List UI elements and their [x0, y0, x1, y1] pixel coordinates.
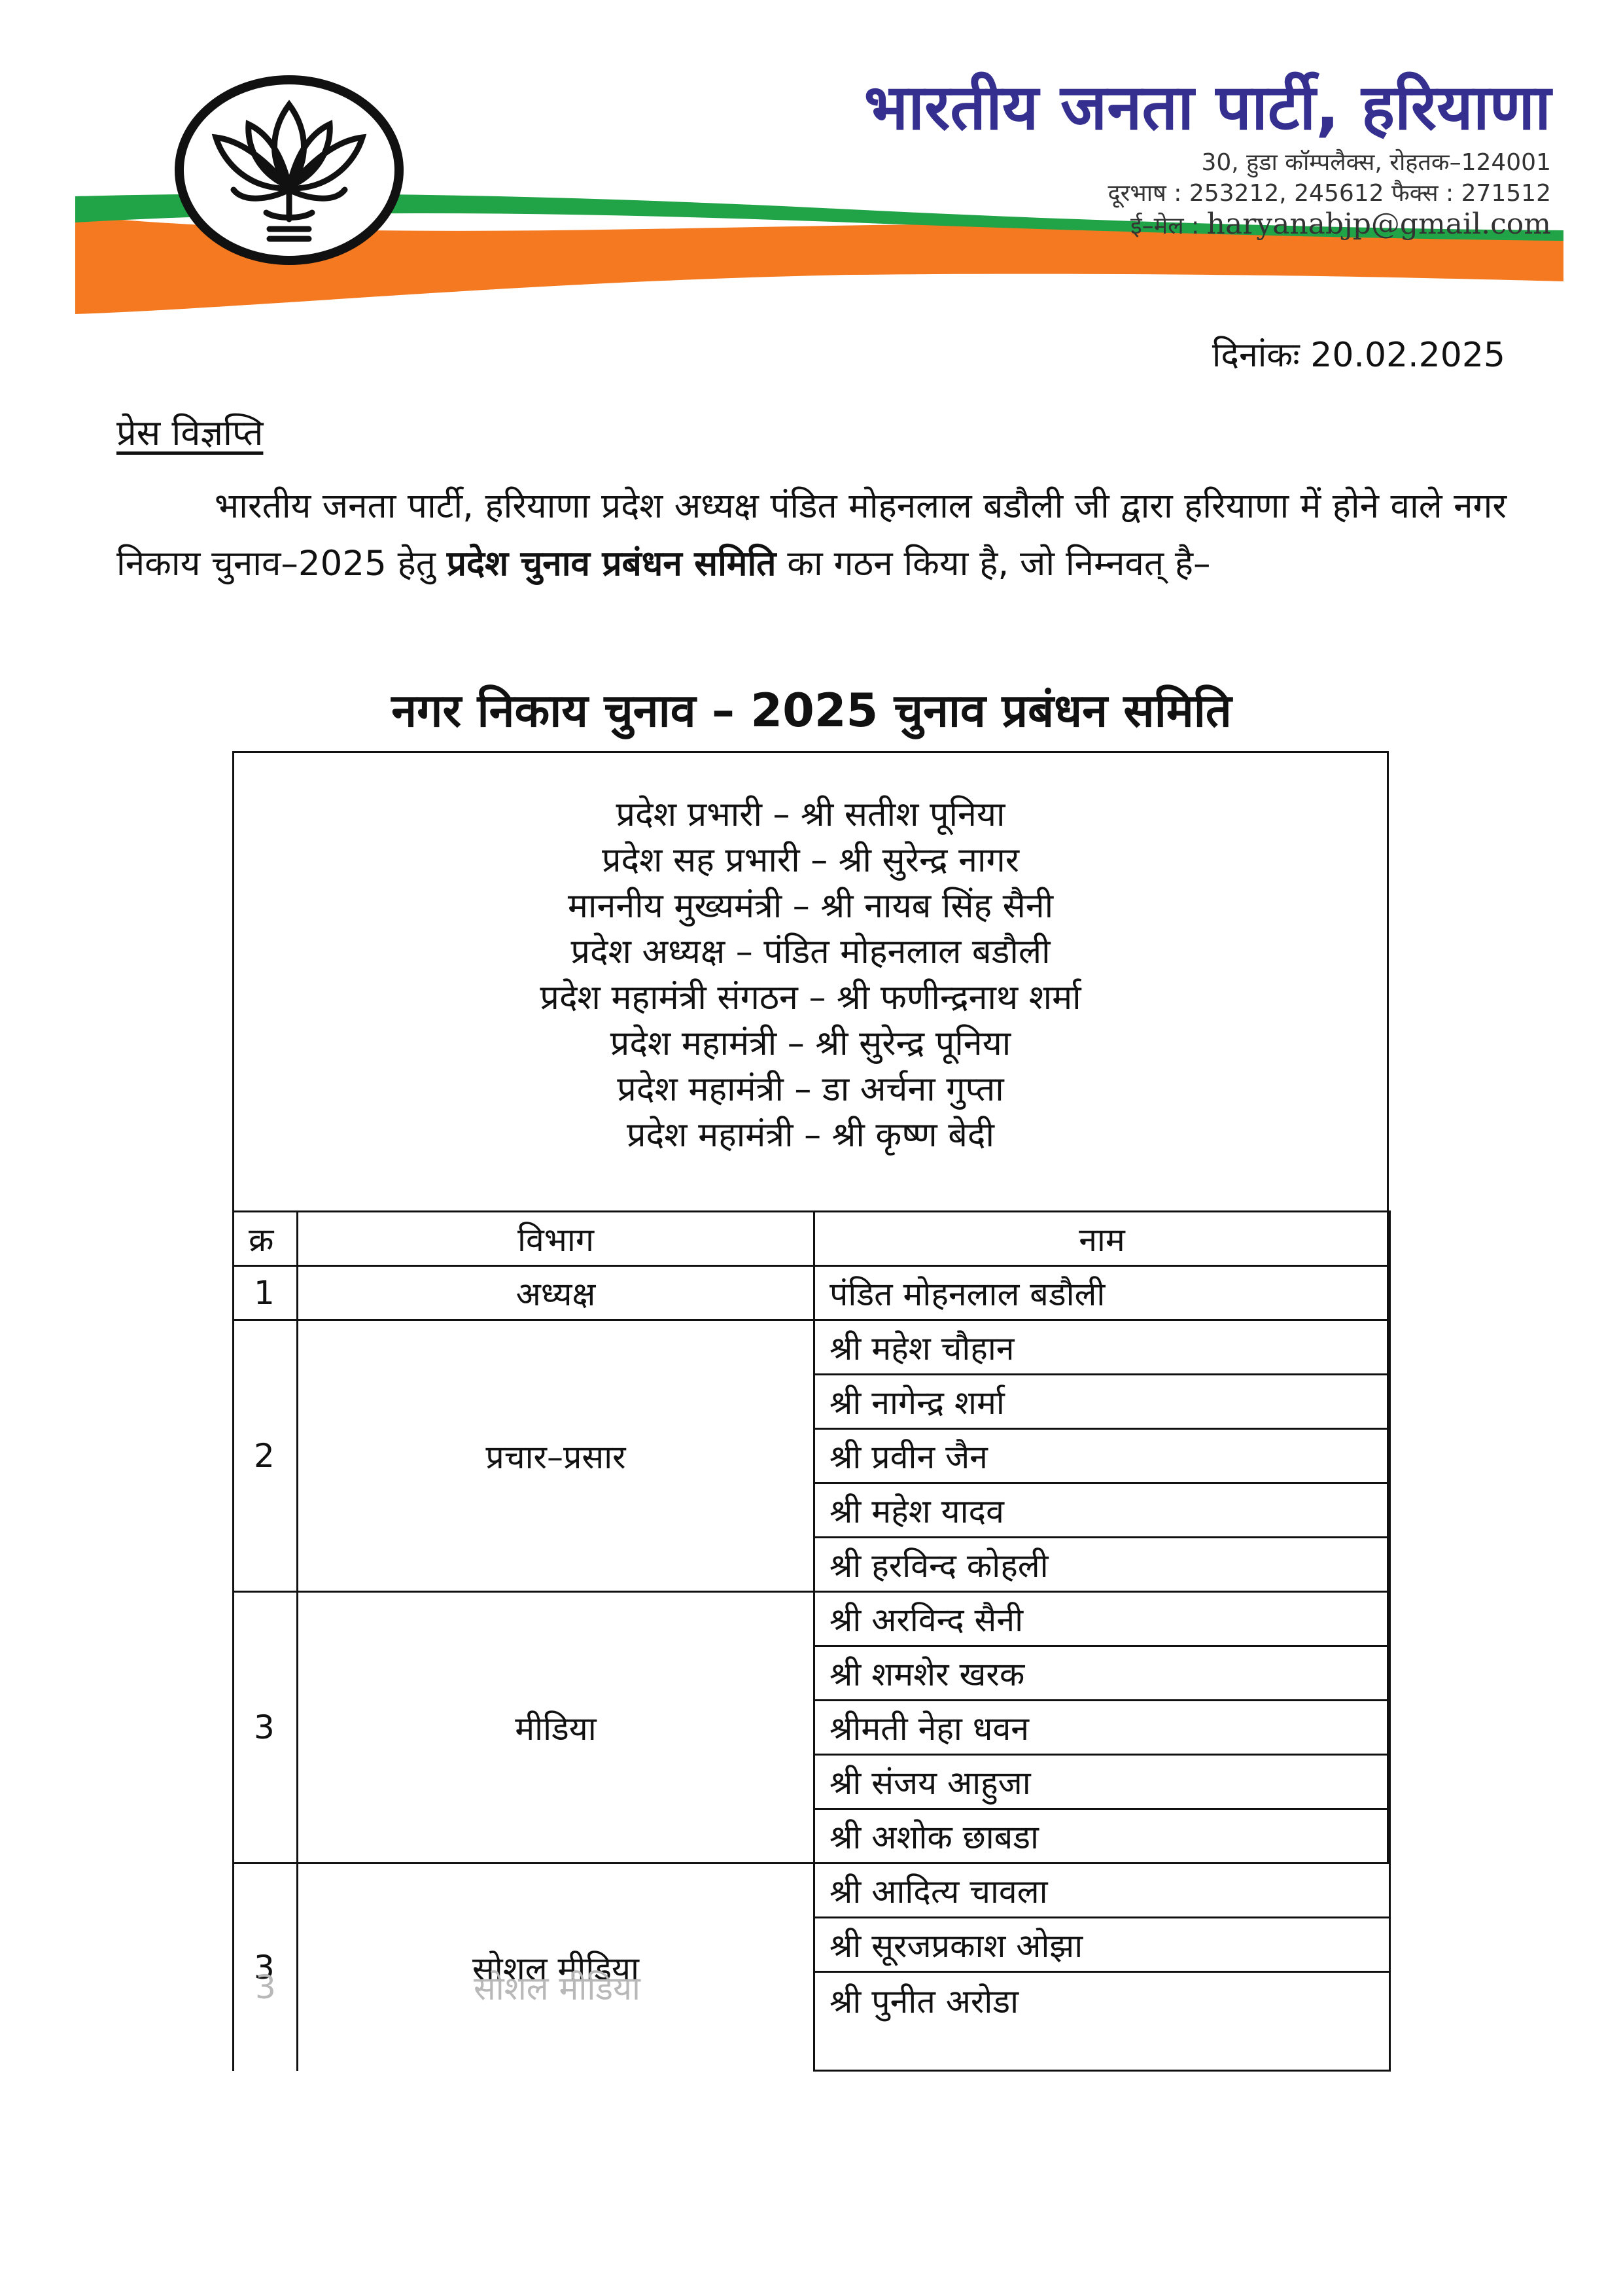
email-value: haryanabjp@gmail.com	[1206, 207, 1551, 241]
body-text-before: भारतीय जनता पार्टी, हरियाणा प्रदेश अध्यक्ष पंडित मोहनलाल बडौली जी द्वारा हरियाणा में होने वाले नगर निकाय चुनाव–2025 हेतु	[116, 486, 1507, 584]
date-value: 20.02.2025	[1310, 336, 1505, 375]
table-header-row	[234, 1212, 1390, 1266]
party-name: भारतीय जनता पार्टी, हरियाणा	[864, 71, 1551, 144]
table-row	[234, 1320, 1390, 1375]
row-dept: अध्यक्ष	[298, 1266, 814, 1320]
leader-line: माननीय मुख्यमंत्री – श्री नायब सिंह सैनी	[567, 887, 1054, 926]
date-line	[1212, 330, 1505, 377]
row-name: श्री महेश यादव	[814, 1483, 1390, 1538]
leader-line: प्रदेश महामंत्री – श्री सुरेन्द्र पूनिया	[610, 1024, 1011, 1063]
table-row	[234, 1592, 1390, 1646]
body-text-bold: प्रदेश चुनाव प्रबंधन समिति	[446, 544, 777, 584]
leader-line: प्रदेश महामंत्री संगठन – श्री फणीन्द्रनाथ शर्मा	[540, 978, 1081, 1017]
row-name: श्री हरविन्द कोहली	[814, 1538, 1390, 1592]
row-name: श्री सूरजप्रकाश ओझा	[814, 1918, 1390, 1972]
row-name: श्री पुनीत अरोडा	[814, 1972, 1390, 2071]
row-dept: प्रचार–प्रसार	[298, 1320, 814, 1592]
row-name: श्री महेश चौहान	[814, 1320, 1390, 1375]
fax-label: फैक्स	[1391, 180, 1439, 207]
row-name: पंडित मोहनलाल बडौली	[814, 1266, 1390, 1320]
lotus-logo	[171, 72, 407, 268]
phone-fax-line: दूरभाष : 253212, 245612 फैक्स : 271512	[1108, 180, 1551, 207]
column-header-sr: क्र	[234, 1212, 298, 1266]
row-dept: मीडिया	[298, 1592, 814, 1863]
leader-line: प्रदेश अध्यक्ष – पंडित मोहनलाल बडौली	[570, 932, 1051, 972]
row-name: श्री शमशेर खरक	[814, 1646, 1390, 1701]
committee-table	[232, 1210, 1391, 2072]
phone-value: 253212, 245612	[1189, 180, 1384, 207]
row-sr-text: 3 3	[254, 1949, 275, 1987]
row-sr	[234, 1863, 298, 2071]
date-label: दिनांकः	[1212, 336, 1300, 375]
phone-label: दूरभाष	[1108, 180, 1166, 207]
row-name: श्रीमती नेहा धवन	[814, 1701, 1390, 1755]
leader-line: प्रदेश प्रभारी – श्री सतीश पूनिया	[616, 795, 1005, 834]
committee-title: नगर निकाय चुनाव – 2025 चुनाव प्रबंधन समिति	[391, 684, 1232, 737]
row-name: श्री अशोक छाबडा	[814, 1809, 1390, 1863]
fax-value: 271512	[1461, 180, 1551, 207]
leaders-list	[232, 792, 1389, 1158]
row-name: श्री संजय आहुजा	[814, 1755, 1390, 1809]
party-contact	[1108, 147, 1551, 241]
row-sr: 3	[234, 1592, 298, 1863]
column-header-dept: विभाग	[298, 1212, 814, 1266]
table-row	[234, 1863, 1390, 1918]
row-sr: 1	[234, 1266, 298, 1320]
email-label: ई–मेल	[1130, 213, 1184, 239]
party-address: 30, हुडा कॉम्पलैक्स, रोहतक–124001	[1201, 149, 1551, 176]
row-name: श्री आदित्य चावला	[814, 1863, 1390, 1918]
press-release-body	[116, 478, 1507, 593]
press-release-heading: प्रेस विज्ञप्ति	[116, 412, 264, 453]
row-name: श्री नागेन्द्र शर्मा	[814, 1375, 1390, 1429]
row-name: श्री अरविन्द सैनी	[814, 1592, 1390, 1646]
leader-line: प्रदेश महामंत्री – श्री कृष्ण बेदी	[627, 1116, 994, 1155]
column-header-name: नाम	[814, 1212, 1390, 1266]
email-line: ई–मेल : haryanabjp@gmail.com	[1130, 207, 1551, 241]
row-dept	[298, 1863, 814, 2071]
leader-line: प्रदेश सह प्रभारी – श्री सुरेन्द्र नागर	[601, 841, 1020, 880]
body-text-after: का गठन किया है, जो निम्नवत् है–	[776, 544, 1211, 584]
leader-line: प्रदेश महामंत्री – डा अर्चना गुप्ता	[617, 1070, 1004, 1109]
table-row	[234, 1266, 1390, 1320]
row-sr: 2	[234, 1320, 298, 1592]
letterhead	[0, 0, 1623, 327]
row-dept-text: सोशल मीडिया सोशल मीडिया	[472, 1945, 639, 1990]
row-name: श्री प्रवीन जैन	[814, 1429, 1390, 1483]
